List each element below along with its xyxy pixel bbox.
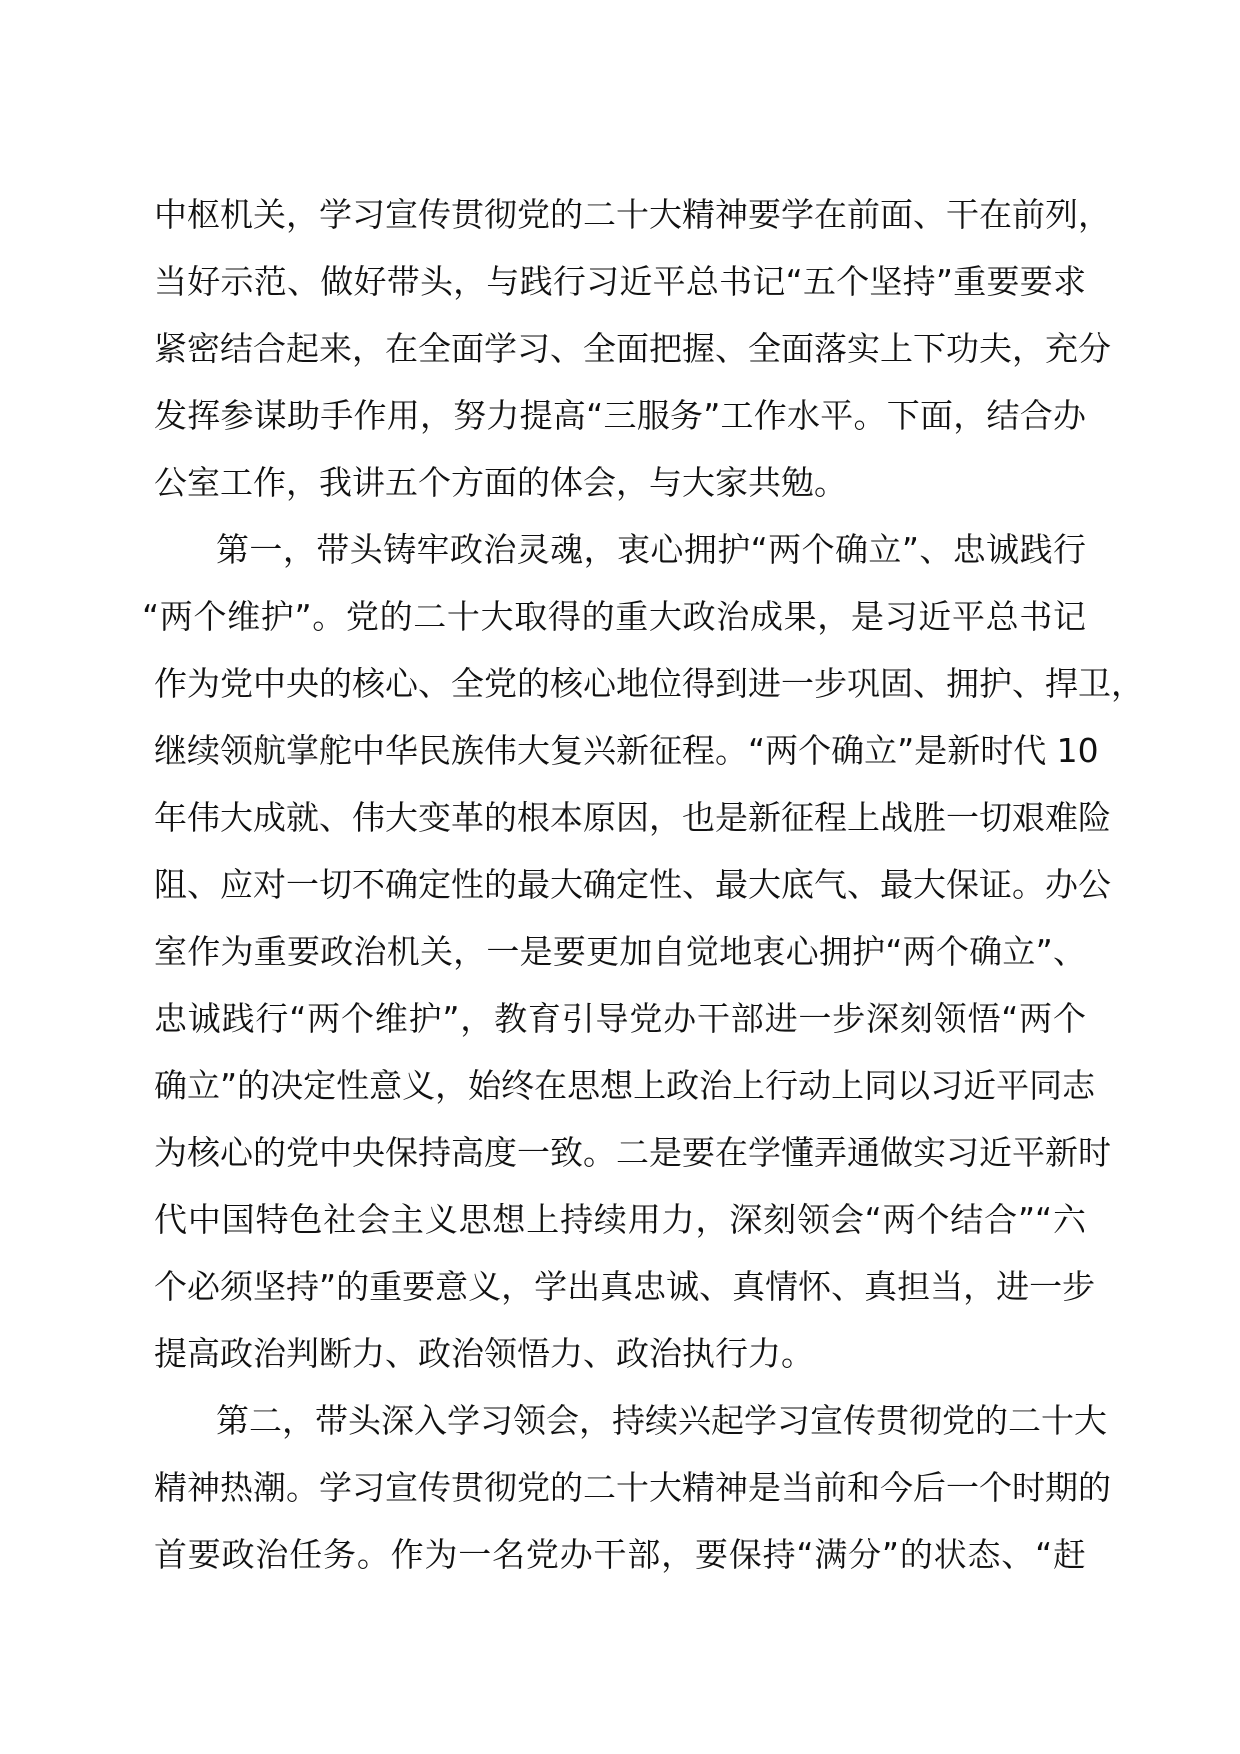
text-line: “两个维护”。党的二十大取得的重大政治成果，是习近平总书记: [142, 597, 1086, 636]
text-line: 发挥参谋助手作用，努力提高“三服务”工作水平。下面，结合办: [154, 396, 1086, 435]
document-body: [142, 181, 1144, 1588]
text-line: 第二，带头深入学习领会，持续兴起学习宣传贯彻党的二十大: [216, 1401, 1107, 1440]
text-line: 提高政治判断力、政治领悟力、政治执行力。: [154, 1334, 814, 1373]
text-line: 公室工作，我讲五个方面的体会，与大家共勉。: [154, 463, 847, 502]
text-line: 年伟大成就、伟大变革的根本原因，也是新征程上战胜一切艰难险: [154, 798, 1111, 837]
text-line: 个必须坚持”的重要意义，学出真忠诚、真情怀、真担当，进一步: [154, 1267, 1096, 1306]
text-line: 精神热潮。学习宣传贯彻党的二十大精神是当前和今后一个时期的: [154, 1468, 1111, 1507]
text-line: 为核心的党中央保持高度一致。二是要在学懂弄通做实习近平新时: [154, 1133, 1111, 1172]
paragraph: [154, 181, 1111, 516]
text-line: 室作为重要政治机关，一是要更加自觉地衷心拥护“两个确立”、: [154, 932, 1086, 971]
paragraph: [154, 1387, 1111, 1588]
text-line: 作为党中央的核心、全党的核心地位得到进一步巩固、拥护、捍卫，: [154, 664, 1144, 703]
text-line: 确立”的决定性意义，始终在思想上政治上行动上同以习近平同志: [154, 1066, 1096, 1105]
text-line: 第一，带头铸牢政治灵魂，衷心拥护“两个确立”、忠诚践行: [216, 530, 1086, 569]
text-line: 首要政治任务。作为一名党办干部，要保持“满分”的状态、“赶: [154, 1535, 1086, 1574]
text-line: 继续领航掌舵中华民族伟大复兴新征程。“两个确立”是新时代 10: [154, 731, 1099, 770]
text-line: 代中国特色社会主义思想上持续用力，深刻领会“两个结合”“六: [154, 1200, 1086, 1239]
text-line: 紧密结合起来，在全面学习、全面把握、全面落实上下功夫，充分: [154, 329, 1111, 368]
text-line: 忠诚践行“两个维护”，教育引导党办干部进一步深刻领悟“两个: [154, 999, 1086, 1038]
text-line: 中枢机关，学习宣传贯彻党的二十大精神要学在前面、干在前列，: [154, 195, 1111, 234]
text-line: 阻、应对一切不确定性的最大确定性、最大底气、最大保证。办公: [154, 865, 1111, 904]
text-line: 当好示范、做好带头，与践行习近平总书记“五个坚持”重要要求: [154, 262, 1086, 301]
paragraph: [142, 516, 1144, 1387]
